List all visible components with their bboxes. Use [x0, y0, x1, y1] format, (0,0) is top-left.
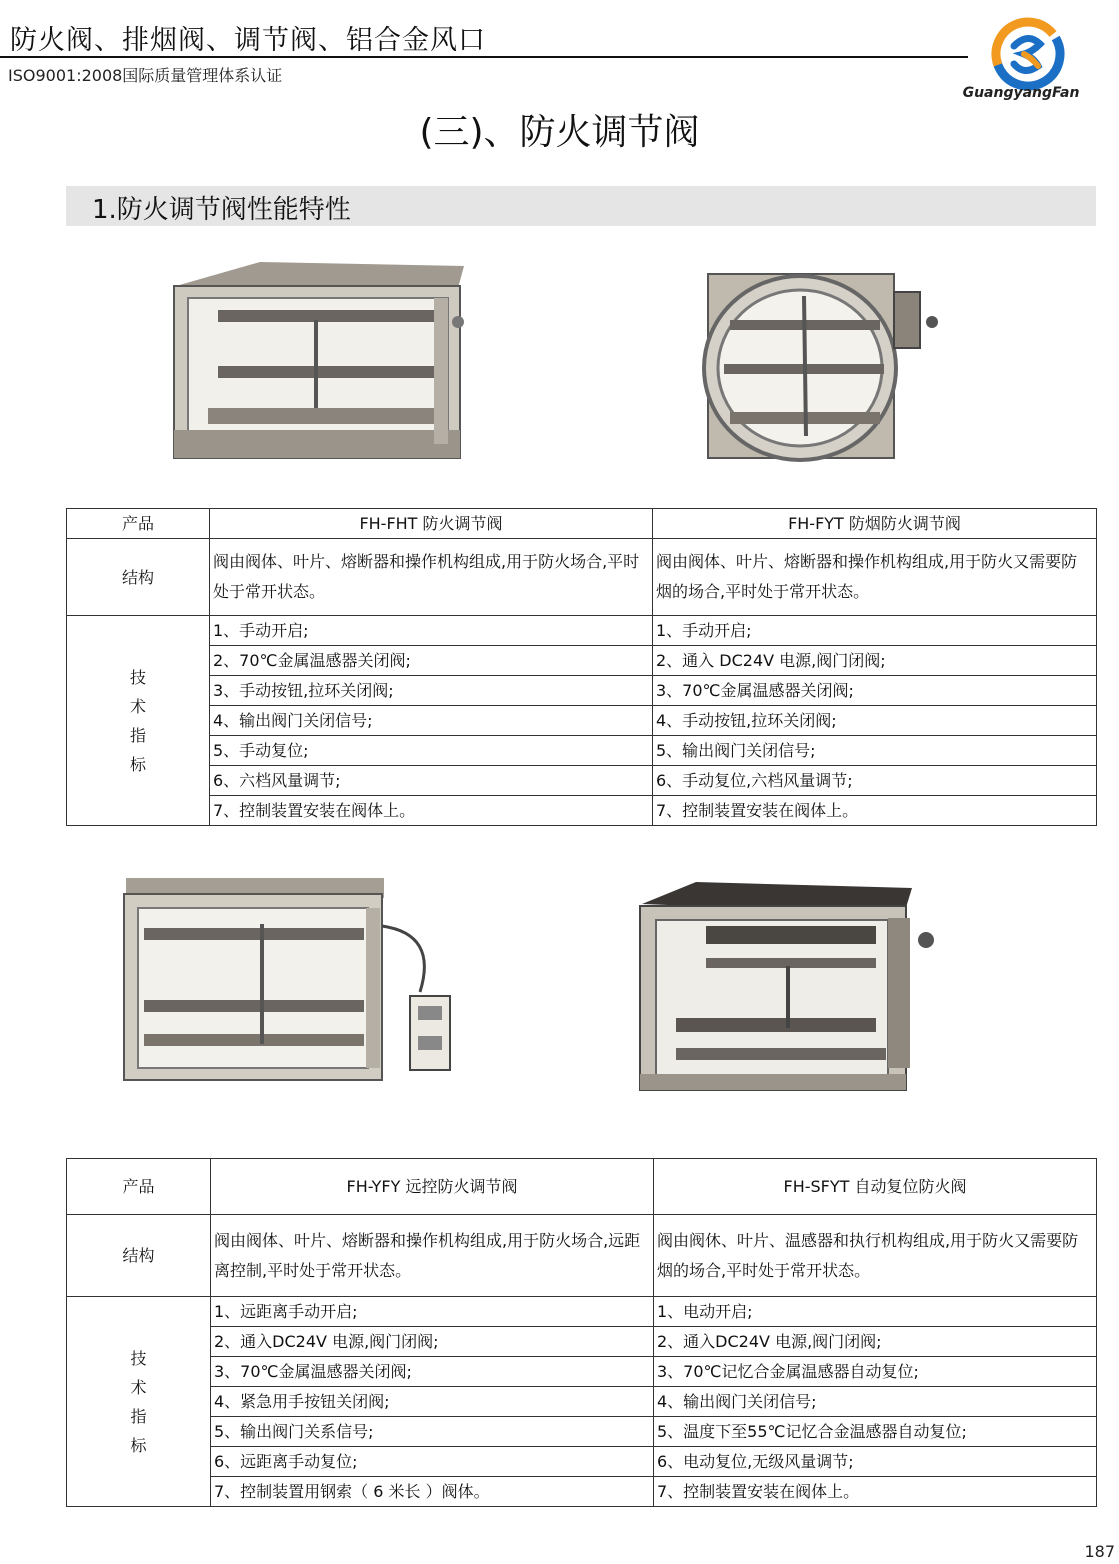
- product-name-right: FH-SFYT 自动复位防火阀: [654, 1159, 1097, 1215]
- spec-right-item: 6、电动复位,无级风量调节;: [654, 1447, 1097, 1477]
- spec-table-2: [66, 1158, 1097, 1507]
- structure-label: 结构: [67, 1215, 211, 1297]
- spec-left-item: 2、70℃金属温感器关闭阀;: [210, 646, 653, 676]
- product-name-left: FH-FHT 防火调节阀: [210, 509, 653, 539]
- spec-right-item: 7、控制装置安装在阀体上。: [653, 796, 1097, 826]
- spec-left-item: 6、六档风量调节;: [210, 766, 653, 796]
- spec-right-item: 5、输出阀门关闭信号;: [653, 736, 1097, 766]
- structure-left: 阀由阀体、叶片、熔断器和操作机构组成,用于防火场合,远距离控制,平时处于常开状态。: [211, 1215, 654, 1297]
- spec-left-item: 6、远距离手动复位;: [211, 1447, 654, 1477]
- header-title: 防火阀、排烟阀、调节阀、铝合金风口: [10, 25, 486, 56]
- spec-right-item: 1、电动开启;: [654, 1297, 1097, 1327]
- spec-left-item: 2、通入DC24V 电源,阀门闭阀;: [211, 1327, 654, 1357]
- spec-right-item: 1、手动开启;: [653, 616, 1097, 646]
- product-name-left: FH-YFY 远控防火调节阀: [211, 1159, 654, 1215]
- fh-sfyt-damper-photo: [636, 878, 938, 1092]
- spec-left-item: 5、输出阀门关系信号;: [211, 1417, 654, 1447]
- spec-left-item: 3、70℃金属温感器关闭阀;: [211, 1357, 654, 1387]
- spec-left-item: 3、手动按钮,拉环关闭阀;: [210, 676, 653, 706]
- spec-right-item: 6、手动复位,六档风量调节;: [653, 766, 1097, 796]
- spec-right-item: 7、控制装置安装在阀体上。: [654, 1477, 1097, 1507]
- fh-yfy-damper-photo: [120, 874, 460, 1084]
- product-label: 产品: [67, 1159, 211, 1215]
- page-title: (三)、防火调节阀: [419, 112, 700, 153]
- spec-left-item: 7、控制装置安装在阀体上。: [210, 796, 653, 826]
- tech-spec-label: 技 术 指 标: [67, 616, 210, 826]
- spec-table-1: [66, 508, 1097, 826]
- logo-text: GuangyangFan: [962, 85, 1080, 101]
- structure-label: 结构: [67, 539, 210, 616]
- header-rule: [0, 56, 968, 58]
- spec-left-item: 4、紧急用手按钮关闭阀;: [211, 1387, 654, 1417]
- structure-right: 阀由阀休、叶片、温感器和执行机构组成,用于防火又需要防烟的场合,平时处于常开状态。: [654, 1215, 1097, 1297]
- spec-right-item: 4、手动按钮,拉环关闭阀;: [653, 706, 1097, 736]
- spec-right-item: 4、输出阀门关闭信号;: [654, 1387, 1097, 1417]
- spec-right-item: 3、70℃金属温感器关闭阀;: [653, 676, 1097, 706]
- fh-fht-damper-photo: [168, 258, 468, 460]
- product-name-right: FH-FYT 防烟防火调节阀: [653, 509, 1097, 539]
- header-subtitle: ISO9001:2008国际质量管理体系认证: [8, 66, 283, 85]
- spec-right-item: 2、通入DC24V 电源,阀门闭阀;: [654, 1327, 1097, 1357]
- spec-left-item: 1、远距离手动开启;: [211, 1297, 654, 1327]
- spec-left-item: 5、手动复位;: [210, 736, 653, 766]
- spec-right-item: 2、通入 DC24V 电源,阀门闭阀;: [653, 646, 1097, 676]
- tech-spec-label: 技 术 指 标: [67, 1297, 211, 1507]
- spec-right-item: 3、70℃记忆合金属温感器自动复位;: [654, 1357, 1097, 1387]
- spec-right-item: 5、温度下至55℃记忆合金温感器自动复位;: [654, 1417, 1097, 1447]
- structure-right: 阀由阀体、叶片、熔断器和操作机构组成,用于防火又需要防烟的场合,平时处于常开状态。: [653, 539, 1097, 616]
- structure-left: 阀由阀体、叶片、熔断器和操作机构组成,用于防火场合,平时处于常开状态。: [210, 539, 653, 616]
- section-heading: [66, 186, 1096, 226]
- spec-left-item: 4、输出阀门关闭信号;: [210, 706, 653, 736]
- section-heading-text: 1.防火调节阀性能特性: [92, 195, 351, 225]
- spec-left-item: 1、手动开启;: [210, 616, 653, 646]
- spec-left-item: 7、控制装置用钢索（ 6 米长 ）阀体。: [211, 1477, 654, 1507]
- fh-fyt-damper-photo: [700, 266, 942, 466]
- page-number: 187: [1084, 1542, 1115, 1561]
- product-label: 产品: [67, 509, 210, 539]
